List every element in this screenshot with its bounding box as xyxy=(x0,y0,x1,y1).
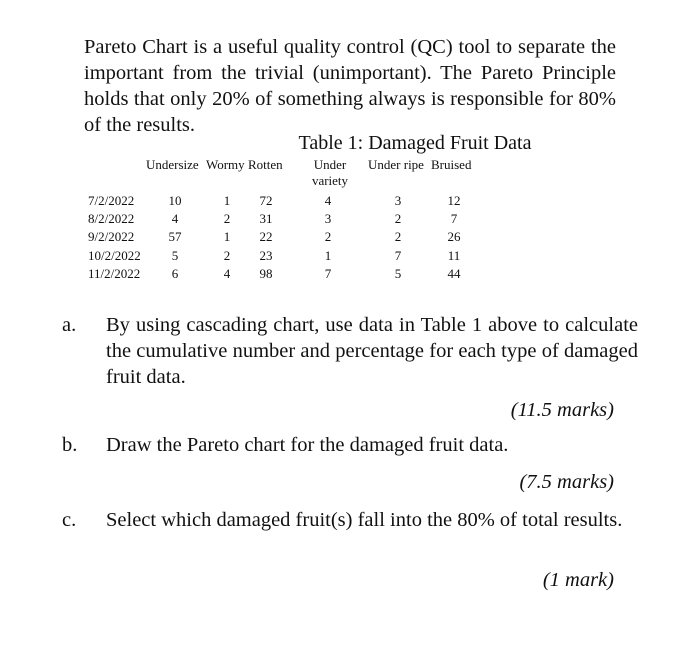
marks-b: (7.5 marks) xyxy=(519,471,614,493)
table-row-date: 9/2/2022 xyxy=(88,229,135,244)
table-cell: 31 xyxy=(259,211,273,226)
intro-paragraph: Pareto Chart is a useful quality control (QC) tool to separate the important from the trivial (unimportant). The Pareto Principle holds that only 20% of something always is responsible for 80% of the results. xyxy=(84,36,616,136)
marks-a: (11.5 marks) xyxy=(510,399,614,421)
table-cell: 4 xyxy=(324,193,332,208)
table-cell: 2 xyxy=(394,229,402,244)
table-cell: 10 xyxy=(168,193,182,208)
table-cell: 7 xyxy=(394,248,402,263)
question-text: By using cascading chart, use data in Table 1 above to calculate the cumulative number and percentage for each type of damaged fruit data. xyxy=(106,314,638,388)
header-under-variety: Under variety xyxy=(311,157,349,188)
header-under-ripe: Under ripe xyxy=(368,157,424,172)
table-cell: 72 xyxy=(259,193,273,208)
table-cell: 2 xyxy=(324,229,332,244)
table-title: Table 1: Damaged Fruit Data xyxy=(298,132,532,154)
table-cell: 1 xyxy=(223,229,231,244)
question-label: a. xyxy=(62,314,77,336)
header-undersize: Undersize xyxy=(146,157,199,172)
header-wormy: Wormy xyxy=(206,157,245,172)
table-cell: 7 xyxy=(450,211,458,226)
table-cell: 7 xyxy=(324,266,332,281)
table-cell: 2 xyxy=(223,211,231,226)
question-a xyxy=(62,312,638,390)
table-cell: 2 xyxy=(223,248,231,263)
table-cell: 3 xyxy=(394,193,402,208)
table-cell: 4 xyxy=(171,211,179,226)
table-cell: 1 xyxy=(324,248,332,263)
table-cell: 57 xyxy=(168,229,182,244)
question-text: Select which damaged fruit(s) fall into the 80% of total results. xyxy=(106,509,623,531)
table-row-date: 10/2/2022 xyxy=(88,248,141,263)
header-bruised: Bruised xyxy=(431,157,472,172)
table-cell: 2 xyxy=(394,211,402,226)
table-cell: 26 xyxy=(447,229,461,244)
marks-c: (1 mark) xyxy=(542,569,614,591)
table-cell: 4 xyxy=(223,266,231,281)
table-cell: 5 xyxy=(394,266,402,281)
question-label: b. xyxy=(62,434,78,456)
table-row-date: 8/2/2022 xyxy=(88,211,135,226)
question-text: Draw the Pareto chart for the damaged fruit data. xyxy=(106,434,509,456)
table-row-date: 7/2/2022 xyxy=(88,193,135,208)
question-c xyxy=(62,507,638,533)
table-cell: 5 xyxy=(171,248,179,263)
table-cell: 6 xyxy=(171,266,179,281)
table-cell: 12 xyxy=(447,193,461,208)
header-rotten: Rotten xyxy=(248,157,283,172)
table-cell: 44 xyxy=(447,266,461,281)
table-cell: 98 xyxy=(259,266,273,281)
question-b xyxy=(62,432,638,458)
table-cell: 23 xyxy=(259,248,273,263)
table-cell: 22 xyxy=(259,229,273,244)
table-cell: 11 xyxy=(447,248,461,263)
table-row-date: 11/2/2022 xyxy=(88,266,141,281)
table-cell: 3 xyxy=(324,211,332,226)
table-cell: 1 xyxy=(223,193,231,208)
question-label: c. xyxy=(62,509,77,531)
